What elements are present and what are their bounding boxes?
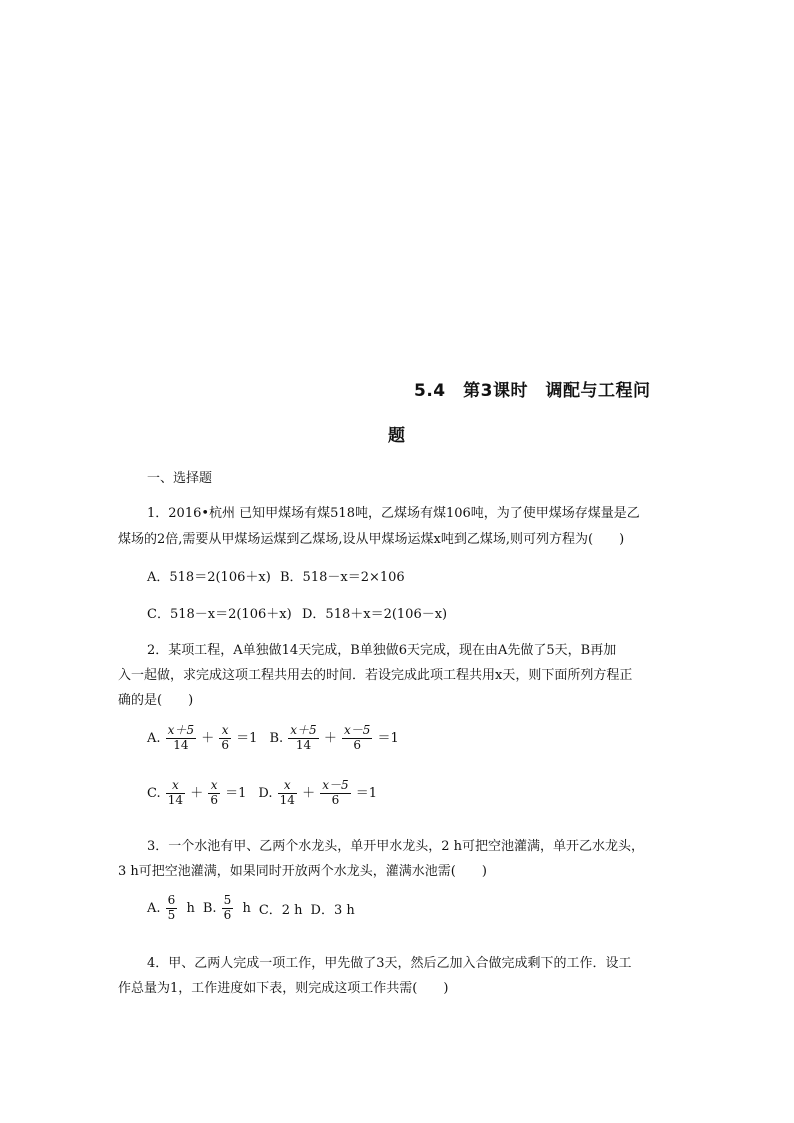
q1-option-d: D．518＋x＝2(106－x) — [302, 607, 448, 622]
q2-line2: 入一起做，求完成这项工程共用去的时间．若设完成此项工程共用x天，则下面所列方程正 — [118, 668, 633, 683]
q3-a-fraction: $\frac{6}{5}$ — [167, 893, 176, 922]
q2-option-c: C. $\frac{x}{14}$ ＋ $\frac{x}{6}$ ＝1 — [147, 778, 247, 807]
q2-a-fraction1: $\frac{x+5}{14}$ — [167, 723, 195, 752]
q3-options-row — [147, 894, 355, 923]
q2-b-fraction1: $\frac{x+5}{14}$ — [290, 723, 317, 752]
q4-line1: 4．甲、乙两人完成一项工作，甲先做了3天，然后乙加入合做完成剩下的工作．设工 — [147, 956, 632, 971]
q1-option-c: C．518－x＝2(106＋x) — [147, 607, 292, 622]
q2-c-fraction2: $\frac{x}{6}$ — [210, 778, 218, 807]
q2-b-fraction2: $\frac{x-5}{6}$ — [343, 723, 371, 752]
q1-option-a: A．518＝2(106＋x) — [147, 570, 271, 585]
page-title-line2: 题 — [388, 426, 406, 446]
q2-options-row2 — [147, 779, 377, 808]
q3-line2: 3 h可把空池灌满，如果同时开放两个水龙头，灌满水池需( ) — [118, 864, 487, 879]
q2-d-fraction2: $\frac{x-5}{6}$ — [322, 778, 349, 807]
q2-c-fraction1: $\frac{x}{14}$ — [167, 778, 184, 807]
q1-line1: 1．2016•杭州 已知甲煤场有煤518吨，乙煤场有煤106吨，为了使甲煤场存煤量是乙 — [147, 506, 640, 521]
page-title-line1: 5.4 第3课时 调配与工程问 — [414, 381, 651, 401]
q2-option-b: B. $\frac{x+5}{14}$ ＋ $\frac{x-5}{6}$ ＝1 — [269, 723, 399, 752]
q2-a-fraction2: $\frac{x}{6}$ — [221, 723, 230, 752]
q2-line1: 2．某项工程，A单独做14天完成，B单独做6天完成，现在由A先做了5天，B再加 — [147, 643, 617, 658]
q2-line3: 确的是( ) — [118, 693, 194, 708]
q3-option-c: C．2 h — [258, 902, 303, 918]
q2-options-row1 — [147, 724, 399, 753]
q3-b-fraction: $\frac{5}{6}$ — [223, 893, 232, 922]
q3-option-a: A. $\frac{6}{5}$ h — [147, 893, 195, 922]
q2-option-d: D. $\frac{x}{14}$ ＋ $\frac{x-5}{6}$ ＝1 — [258, 778, 378, 807]
q3-option-d: D．3 h — [310, 902, 355, 918]
q1-line2: 煤场的2倍,需要从甲煤场运煤到乙煤场,设从甲煤场运煤x吨到乙煤场,则可列方程为( ) — [118, 532, 625, 547]
q3-option-b: B. $\frac{5}{6}$ h — [202, 893, 251, 922]
section-heading: 一、选择题 — [147, 471, 213, 486]
q2-d-fraction1: $\frac{x}{14}$ — [279, 778, 295, 807]
q1-option-b: B．518－x＝2×106 — [280, 570, 405, 585]
q3-line1: 3．一个水池有甲、乙两个水龙头，单开甲水龙头，2 h可把空池灌满，单开乙水龙头， — [147, 839, 645, 854]
q4-line2: 作总量为1，工作进度如下表，则完成这项工作共需( ) — [118, 981, 449, 996]
q2-option-a: A. $\frac{x+5}{14}$ ＋ $\frac{x}{6}$ ＝1 — [147, 723, 258, 752]
